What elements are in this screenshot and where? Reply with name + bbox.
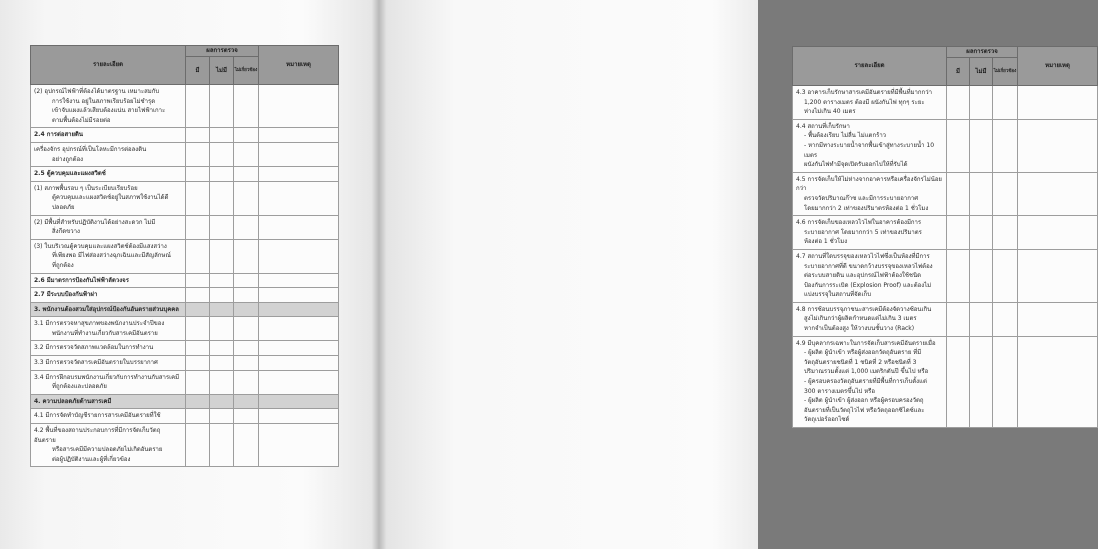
note-cell[interactable] [259, 167, 339, 182]
result-yes-cell[interactable] [186, 288, 210, 303]
row-detail [31, 356, 186, 371]
row-detail [31, 302, 186, 317]
detail-line: ปริมาณรวมตั้งแต่ 1,000 เมตริกตันปี ขึ้นไป หรือ [804, 368, 929, 376]
row-detail [793, 216, 947, 250]
result-yes-cell[interactable] [947, 216, 970, 250]
result-na-cell[interactable] [234, 409, 259, 424]
note-cell[interactable] [259, 239, 339, 273]
detail-line: ที่ถูกต้องและปลอดภัย [52, 383, 107, 391]
note-cell[interactable] [259, 181, 339, 215]
right-page [379, 0, 1070, 549]
result-yes-cell[interactable] [947, 302, 970, 336]
table-row [31, 239, 339, 273]
result-yes-cell[interactable] [186, 394, 210, 409]
header-result: ผลการตรวจ [186, 46, 259, 57]
row-detail [31, 239, 186, 273]
detail-line: ต่อระบบสายดิน และอุปกรณ์ไฟฟ้าต้องใช้ชนิด [804, 272, 921, 280]
detail-line: หรือสารเคมีมีความปลอดภัยไม่เกิดอันตราย [52, 446, 163, 454]
note-cell[interactable] [1018, 302, 1098, 336]
result-no-cell[interactable] [970, 172, 993, 215]
detail-line: (2) มีพื้นที่สำหรับปฏิบัติงานได้อย่างสะดวก ไม่มี [34, 218, 156, 226]
detail-line: 4.7 สถานที่ใดบรรจุของเหลวไวไฟซึ่งเป็นห้องที่มีการ [796, 252, 930, 260]
detail-line: 300 ตารางเมตรขึ้นไป หรือ [804, 387, 875, 395]
result-na-cell[interactable] [234, 288, 259, 303]
result-no-cell[interactable] [210, 317, 234, 341]
result-yes-cell[interactable] [947, 119, 970, 172]
result-no-cell[interactable] [210, 85, 234, 128]
result-na-cell[interactable] [993, 119, 1018, 172]
detail-line: - ผู้ผลิต ผู้นำเข้า ผู้ส่งออก หรือผู้ครอบครองวัตถุ [804, 397, 924, 405]
result-yes-cell[interactable] [947, 172, 970, 215]
detail-line: ตู้ควบคุมและแผงสวิตช์อยู่ในสภาพใช้งานได้ดี [52, 194, 169, 202]
header-yes: มี [947, 58, 970, 86]
detail-line: 4.8 การซ้อนบรรจุภาชนะสารเคมีต้องจัดวางซ้อนเกิน [796, 305, 932, 313]
note-cell[interactable] [1018, 86, 1098, 120]
left-page [0, 0, 379, 549]
detail-line: ที่เพียงพอ มีไฟส่องสว่างฉุกเฉินและมีสัญลักษณ์ [52, 252, 171, 260]
result-no-cell[interactable] [210, 424, 234, 467]
detail-line: - หากมีทางระบายน้ำจากพื้นเข้าสู่ทางระบายน้ำ 10 เมตร [804, 141, 935, 159]
result-no-cell[interactable] [210, 302, 234, 317]
note-cell[interactable] [259, 341, 339, 356]
result-no-cell[interactable] [970, 249, 993, 302]
detail-line: 2.4 การต่อสายดิน [34, 131, 83, 139]
header-detail: รายละเอียด [793, 47, 947, 86]
note-cell[interactable] [1018, 216, 1098, 250]
detail-line: แบ่งบรรจุในสถานที่จัดเก็บ [804, 291, 872, 299]
result-na-cell[interactable] [234, 302, 259, 317]
table-row [31, 181, 339, 215]
detail-line: วัตถุอันตรายชนิดที่ 1 ชนิดที่ 2 หรือชนิดที่ 3 [804, 358, 917, 366]
detail-line: อย่างถูกต้อง [52, 155, 84, 163]
result-na-cell[interactable] [234, 215, 259, 239]
detail-line: สิ่งกีดขวาง [52, 228, 80, 236]
detail-line: 3.3 มีการตรวจวัดสารเคมีอันตรายในบรรยากาศ [34, 359, 158, 367]
note-cell[interactable] [1018, 172, 1098, 215]
detail-line: 2.6 มีมาตรการป้องกันไฟฟ้าลัดวงจร [34, 276, 129, 284]
row-detail [793, 119, 947, 172]
note-cell[interactable] [259, 302, 339, 317]
result-yes-cell[interactable] [186, 167, 210, 182]
table-row [31, 142, 339, 166]
detail-line: 4.2 พื้นที่ของสถานประกอบการที่มีการจัดเก็บวัตถุอันตราย [34, 427, 161, 444]
result-no-cell[interactable] [210, 394, 234, 409]
result-na-cell[interactable] [234, 128, 259, 143]
note-cell[interactable] [259, 273, 339, 288]
detail-line: โดยมากกว่า 2 เท่าของปริมาตรห้องต่อ 1 ชั่วโมง [804, 204, 929, 212]
row-detail [31, 317, 186, 341]
result-na-cell[interactable] [234, 239, 259, 273]
table-row [31, 409, 339, 424]
table-row [793, 119, 1098, 172]
detail-line: ที่ถูกต้อง [52, 261, 74, 269]
result-na-cell[interactable] [993, 86, 1018, 120]
note-cell[interactable] [259, 142, 339, 166]
table-row [31, 85, 339, 128]
detail-line: 2.7 มีระบบป้องกันฟ้าผ่า [34, 291, 98, 299]
header-na: ไม่เกี่ยวข้อง [234, 57, 259, 85]
detail-line: การใช้งาน อยู่ในสภาพเรียบร้อยไม่ชำรุด [52, 97, 156, 105]
result-no-cell[interactable] [210, 356, 234, 371]
result-no-cell[interactable] [970, 302, 993, 336]
row-detail [793, 302, 947, 336]
table-row [31, 424, 339, 467]
result-no-cell[interactable] [970, 336, 993, 427]
result-yes-cell[interactable] [186, 142, 210, 166]
checklist-table-right [792, 46, 1098, 428]
detail-line: ต่อผู้ปฏิบัติงานและผู้ที่เกี่ยวข้อง [52, 455, 131, 463]
row-detail [31, 181, 186, 215]
result-na-cell[interactable] [234, 370, 259, 394]
result-no-cell[interactable] [970, 216, 993, 250]
table-row [793, 86, 1098, 120]
detail-line: (2) อุปกรณ์ไฟฟ้าที่ต้องได้มาตรฐาน เหมาะสมกับ [34, 88, 160, 95]
note-cell[interactable] [259, 409, 339, 424]
detail-line: ห้องต่อ 1 ชั่วโมง [804, 238, 848, 246]
result-na-cell[interactable] [234, 167, 259, 182]
detail-line: วัตถุเปอร์ออกไซด์ [804, 416, 850, 424]
result-na-cell[interactable] [234, 317, 259, 341]
result-no-cell[interactable] [210, 239, 234, 273]
header-note: หมายเหตุ [1018, 47, 1098, 86]
result-no-cell[interactable] [210, 370, 234, 394]
result-na-cell[interactable] [234, 341, 259, 356]
table-row [31, 394, 339, 409]
note-cell[interactable] [259, 424, 339, 467]
header-note: หมายเหตุ [259, 46, 339, 85]
note-cell[interactable] [259, 356, 339, 371]
note-cell[interactable] [259, 128, 339, 143]
result-yes-cell[interactable] [186, 409, 210, 424]
result-na-cell[interactable] [234, 273, 259, 288]
detail-line: 2.5 ตู้ควบคุมและแผงสวิตช์ [34, 170, 106, 178]
header-na: ไม่เกี่ยวข้อง [993, 58, 1018, 86]
result-yes-cell[interactable] [186, 317, 210, 341]
table-row [31, 302, 339, 317]
result-no-cell[interactable] [210, 288, 234, 303]
table-row [793, 249, 1098, 302]
header-no: ไม่มี [210, 57, 234, 85]
table-row [31, 370, 339, 394]
result-no-cell[interactable] [970, 119, 993, 172]
result-na-cell[interactable] [234, 356, 259, 371]
detail-line: เครื่องจักร อุปกรณ์ที่เป็นโลหะมีการต่อลงดิน [34, 145, 147, 153]
result-yes-cell[interactable] [947, 249, 970, 302]
result-no-cell[interactable] [970, 86, 993, 120]
detail-line: - ผู้ครอบครองวัตถุอันตรายที่มีพื้นที่การเก็บตั้งแต่ [804, 378, 927, 386]
result-no-cell[interactable] [210, 181, 234, 215]
row-detail [31, 128, 186, 143]
detail-line: ปลอดภัย [52, 203, 75, 211]
detail-line: ตรวจวัดปริมาณก๊าซ และมีการระบายอากาศ [804, 194, 919, 202]
row-detail [793, 86, 947, 120]
result-yes-cell[interactable] [186, 356, 210, 371]
detail-line: พนักงานที่ทำงานเกี่ยวกับสารเคมีอันตราย [52, 329, 158, 337]
detail-line: 4.6 การจัดเก็บของเหลวไวไฟในอาคารต้องมีการ [796, 219, 922, 227]
detail-line: (1) สภาพพื้นรอบ ๆ เป็นระเบียบเรียบร้อย [34, 184, 138, 192]
detail-line: 3. พนักงานต้องสวมใส่อุปกรณ์ป้องกันอันตรายส่วนบุคคล [34, 305, 179, 313]
table-row [31, 341, 339, 356]
result-na-cell[interactable] [234, 181, 259, 215]
row-detail [31, 394, 186, 409]
note-cell[interactable] [259, 370, 339, 394]
detail-line: - พื้นต้องเรียบ ไม่ลื่น ไม่แตกร้าว [804, 132, 887, 140]
result-yes-cell[interactable] [186, 370, 210, 394]
result-yes-cell[interactable] [186, 181, 210, 215]
detail-line: 4.5 การจัดเก็บให้ไม่ห่างจากอาคารหรือเครื่องจักรไม่น้อยกว่า [796, 175, 942, 193]
result-na-cell[interactable] [234, 394, 259, 409]
detail-line: 4.4 สถานที่เก็บรักษา [796, 122, 850, 130]
result-yes-cell[interactable] [186, 424, 210, 467]
result-na-cell[interactable] [234, 424, 259, 467]
table-row [31, 273, 339, 288]
note-cell[interactable] [259, 394, 339, 409]
table-row [31, 128, 339, 143]
result-no-cell[interactable] [210, 409, 234, 424]
result-yes-cell[interactable] [186, 341, 210, 356]
header-result: ผลการตรวจ [947, 47, 1018, 58]
row-detail [31, 215, 186, 239]
row-detail [31, 288, 186, 303]
detail-line: 4.1 มีการจัดทำบัญชีรายการสารเคมีอันตรายที่ใช้ [34, 412, 161, 420]
result-yes-cell[interactable] [947, 86, 970, 120]
row-detail [31, 424, 186, 467]
detail-line: 3.4 มีการฝึกอบรมพนักงานเกี่ยวกับการทำงานกับสารเคมี [34, 373, 180, 381]
result-na-cell[interactable] [993, 249, 1018, 302]
header-no: ไม่มี [970, 58, 993, 86]
result-na-cell[interactable] [993, 216, 1018, 250]
header-yes: มี [186, 57, 210, 85]
result-na-cell[interactable] [234, 142, 259, 166]
detail-line: ป้องกันการระเบิด (Explosion Proof) และต้องไม่ [804, 281, 932, 289]
result-yes-cell[interactable] [186, 273, 210, 288]
table-row [31, 288, 339, 303]
result-yes-cell[interactable] [947, 336, 970, 427]
table-row [31, 215, 339, 239]
detail-line: หากจำเป็นต้องสูง ให้วางบนชั้นวาง (Rack) [804, 325, 915, 333]
row-detail [31, 341, 186, 356]
note-cell[interactable] [1018, 336, 1098, 427]
note-cell[interactable] [259, 215, 339, 239]
result-no-cell[interactable] [210, 341, 234, 356]
detail-line: ระบายอากาศที่ดี ขนาดกว้างบรรจุของเหลวไฟต้อง [804, 262, 933, 270]
detail-line: 4.3 อาคารเก็บรักษาสารเคมีอันตรายที่มีพื้นที่มากกว่า [796, 89, 932, 96]
result-no-cell[interactable] [210, 128, 234, 143]
header-detail: รายละเอียด [31, 46, 186, 85]
note-cell[interactable] [259, 85, 339, 128]
detail-line: อันตรายที่เป็นวัตถุไวไฟ หรือวัตถุออกซิไดซ์และ [804, 406, 925, 414]
row-detail [793, 336, 947, 427]
row-detail [31, 370, 186, 394]
table-row [31, 167, 339, 182]
row-detail [793, 249, 947, 302]
result-yes-cell[interactable] [186, 302, 210, 317]
checklist-table-left [30, 45, 339, 467]
note-cell[interactable] [259, 317, 339, 341]
detail-line: ห่างไม่เกิน 40 เมตร [804, 108, 856, 116]
detail-line: ตามพื้นต้องไม่มีรอยต่อ [52, 116, 111, 124]
row-detail [31, 273, 186, 288]
detail-line: สูงไม่เกินกว่าผู้ผลิตกำหนดแต่ไม่เกิน 3 เมตร [804, 315, 917, 323]
detail-line: 4.9 มีบุคลากรเฉพาะในการจัดเก็บสารเคมีอันตรายเมื่อ [796, 339, 936, 347]
result-na-cell[interactable] [993, 172, 1018, 215]
table-row [793, 216, 1098, 250]
result-no-cell[interactable] [210, 167, 234, 182]
detail-line: - ผู้ผลิต ผู้นำเข้า หรือผู้ส่งออกวัตถุอันตราย ที่มี [804, 349, 922, 357]
result-yes-cell[interactable] [186, 215, 210, 239]
row-detail [31, 85, 186, 128]
result-na-cell[interactable] [993, 302, 1018, 336]
result-yes-cell[interactable] [186, 239, 210, 273]
row-detail [31, 167, 186, 182]
row-detail [793, 172, 947, 215]
row-detail [31, 409, 186, 424]
result-no-cell[interactable] [210, 215, 234, 239]
note-cell[interactable] [259, 288, 339, 303]
detail-line: ผนังกันไฟทำมีจุดเปิดรับออกไปให้ที่รับได้ [804, 161, 908, 169]
result-yes-cell[interactable] [186, 85, 210, 128]
table-row [31, 317, 339, 341]
note-cell[interactable] [1018, 119, 1098, 172]
detail-line: 4. ความปลอดภัยด้านสารเคมี [34, 397, 112, 405]
detail-line: เข้าจับแผงแล้วเสียบต้องแน่น สายไฟฟ้าเกาะ [52, 107, 166, 115]
table-row [793, 172, 1098, 215]
detail-line: 1,200 ตารางเมตร ต้องมี ผนังกันไฟ ทุกๆ ระยะ [804, 98, 925, 106]
result-yes-cell[interactable] [186, 128, 210, 143]
table-row [793, 302, 1098, 336]
detail-line: (3) ในบริเวณตู้ควบคุมและแผงสวิตช์ต้องมีแสงสว่าง [34, 242, 167, 250]
result-no-cell[interactable] [210, 273, 234, 288]
table-row [793, 336, 1098, 427]
detail-line: 3.2 มีการตรวจวัดสภาพแวดล้อมในการทำงาน [34, 344, 154, 352]
result-na-cell[interactable] [993, 336, 1018, 427]
note-cell[interactable] [1018, 249, 1098, 302]
detail-line: 3.1 มีการตรวจหาสุขภาพของพนักงานประจำปีของ [34, 320, 165, 328]
result-no-cell[interactable] [210, 142, 234, 166]
detail-line: ระบายอากาศ โดยมากกว่า 5 เท่าของปริมาตร [804, 228, 922, 236]
result-na-cell[interactable] [234, 85, 259, 128]
row-detail [31, 142, 186, 166]
table-row [31, 356, 339, 371]
